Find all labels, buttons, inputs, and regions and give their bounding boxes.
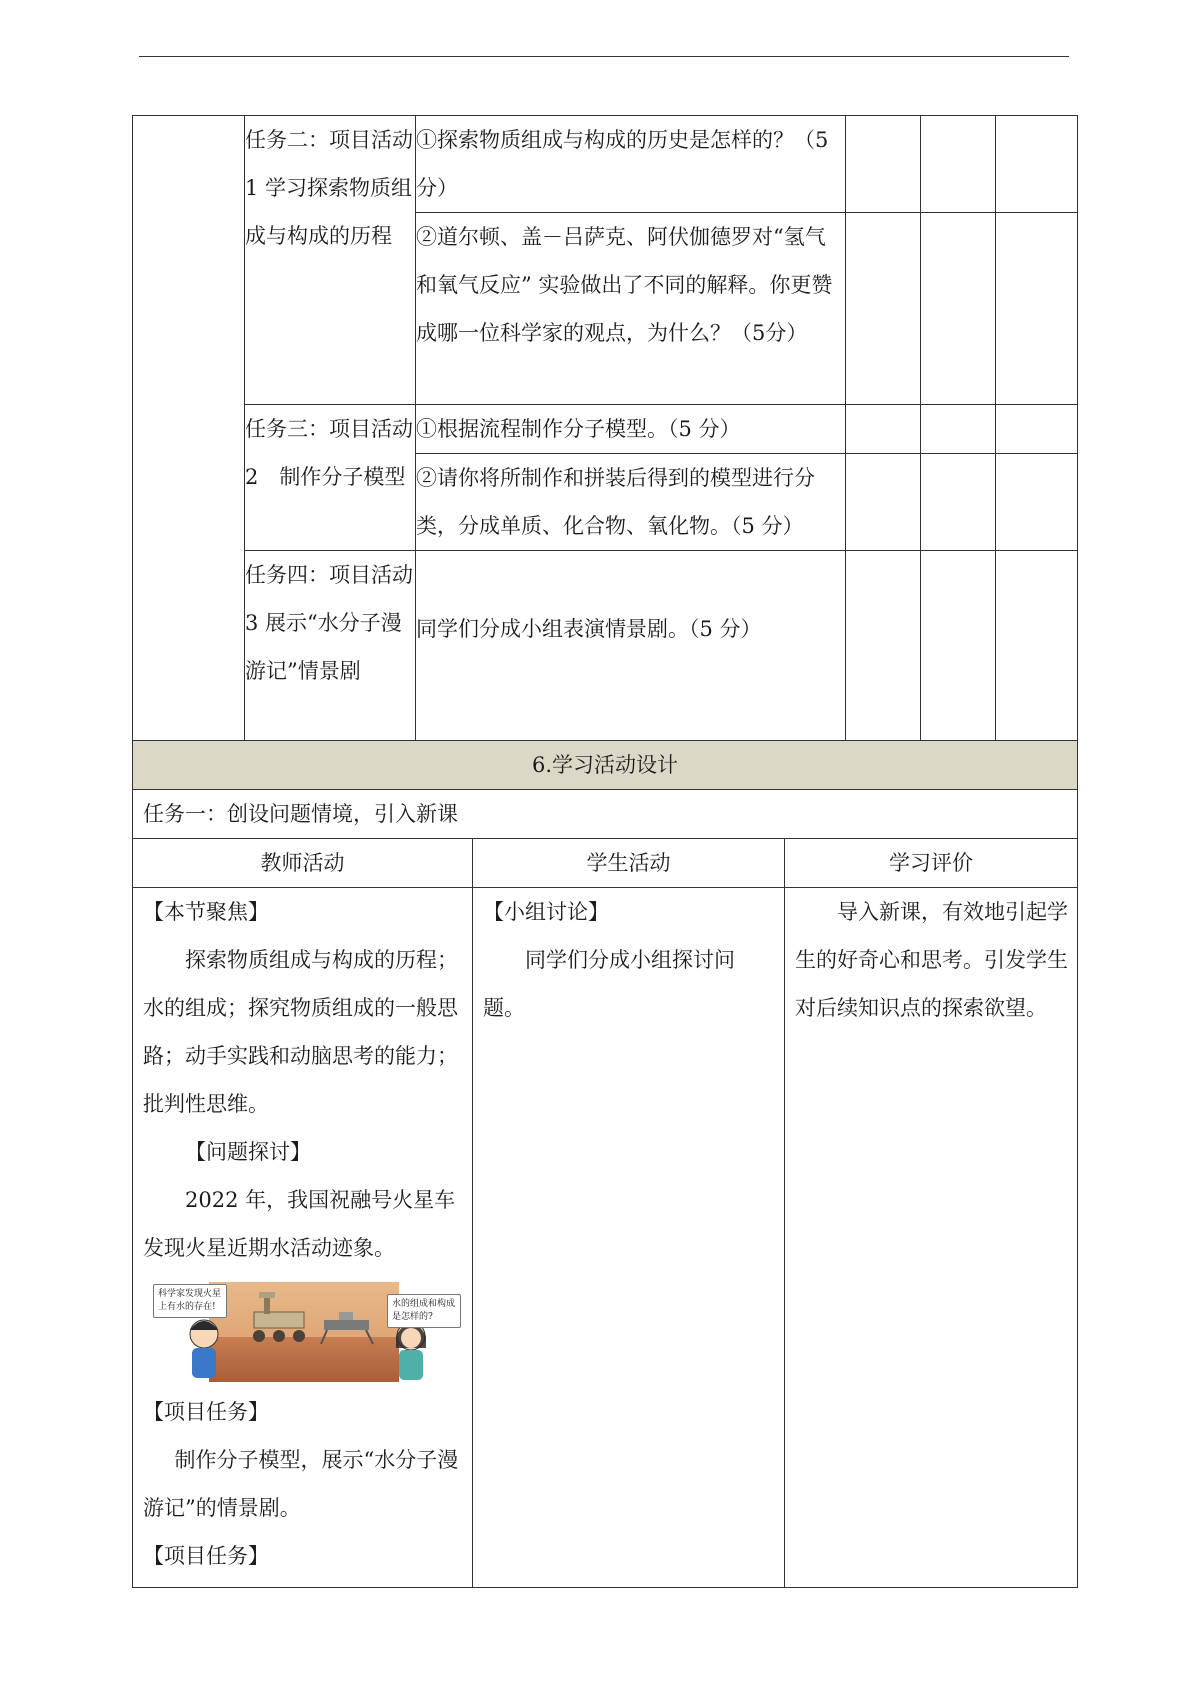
girl-character-icon bbox=[396, 1322, 426, 1380]
task2-item2: ②道尔顿、盖－吕萨克、阿伏伽德罗对“氢气和氧气反应” 实验做出了不同的解释。你更赞成哪一位科学家的观点，为什么？（5分） bbox=[416, 225, 833, 345]
activity-table bbox=[132, 740, 1078, 1588]
col-evaluation bbox=[785, 839, 1078, 888]
score-cell bbox=[996, 551, 1078, 743]
score-cell bbox=[921, 116, 996, 213]
focus-heading: 【本节聚焦】 bbox=[143, 900, 269, 924]
teacher-activity-cell bbox=[133, 888, 473, 1588]
section-title-cell bbox=[133, 741, 1078, 790]
student-heading: 【小组讨论】 bbox=[483, 900, 609, 924]
task4-item1: 同学们分成小组表演情景剧。（5 分） bbox=[416, 617, 762, 641]
task3-item2-cell bbox=[416, 454, 846, 551]
score-cell bbox=[996, 116, 1078, 213]
col-teacher bbox=[133, 839, 473, 888]
score-cell bbox=[921, 405, 996, 454]
header-rule bbox=[139, 56, 1069, 57]
col-student-label: 学生活动 bbox=[586, 851, 671, 875]
task4-label-cell bbox=[245, 551, 416, 743]
task2-label: 任务二：项目活动 1 学习探索物质组成与构成的历程 bbox=[245, 128, 413, 248]
col-teacher-label: 教师活动 bbox=[260, 851, 345, 875]
focus-text: 探索物质组成与构成的历程；水的组成；探究物质组成的一般思路；动手实践和动脑思考的能力；批判性思维。 bbox=[143, 948, 458, 1116]
score-cell bbox=[996, 405, 1078, 454]
score-cell bbox=[996, 213, 1078, 405]
project-heading-2: 【项目任务】 bbox=[143, 1544, 269, 1568]
task2-item1: ①探索物质组成与构成的历史是怎样的？（5分） bbox=[416, 128, 829, 200]
task3-item1-cell bbox=[416, 405, 846, 454]
score-cell bbox=[846, 405, 921, 454]
speech-bubble-right: 水的组成和构成是怎样的? bbox=[387, 1294, 461, 1328]
score-cell bbox=[846, 454, 921, 551]
col-evaluation-label: 学习评价 bbox=[889, 851, 973, 875]
project-text: 制作分子模型，展示“水分子漫游记”的情景剧。 bbox=[143, 1448, 459, 1520]
problem-text: 2022 年，我国祝融号火星车发现火星近期水活动迹象。 bbox=[143, 1188, 456, 1260]
student-text: 同学们分成小组探讨问题。 bbox=[483, 948, 735, 1020]
student-activity-cell bbox=[473, 888, 785, 1588]
problem-heading: 【问题探讨】 bbox=[185, 1140, 311, 1164]
project-heading: 【项目任务】 bbox=[143, 1400, 269, 1424]
rubric-table bbox=[132, 115, 1078, 743]
task1-title-cell bbox=[133, 790, 1078, 839]
task2-label-cell bbox=[245, 116, 416, 405]
score-cell bbox=[921, 213, 996, 405]
evaluation-cell bbox=[785, 888, 1078, 1588]
mars-rover-illustration bbox=[149, 1282, 459, 1382]
col-student bbox=[473, 839, 785, 888]
score-cell bbox=[846, 551, 921, 743]
evaluation-text: 导入新课，有效地引起学生的好奇心和思考。引发学生对后续知识点的探索欲望。 bbox=[795, 900, 1068, 1020]
task3-item2: ②请你将所制作和拼装后得到的模型进行分类，分成单质、化合物、氧化物。（5 分） bbox=[416, 466, 815, 538]
task4-label: 任务四：项目活动 3 展示“水分子漫游记”情景剧 bbox=[245, 563, 413, 683]
speech-bubble-left: 科学家发现火星上有水的存在! bbox=[153, 1284, 227, 1318]
score-cell bbox=[921, 454, 996, 551]
task1-title: 任务一：创设问题情境，引入新课 bbox=[143, 802, 458, 826]
score-cell bbox=[846, 213, 921, 405]
score-cell bbox=[996, 454, 1078, 551]
section-title: 6.学习活动设计 bbox=[531, 753, 679, 777]
score-cell bbox=[846, 116, 921, 213]
score-cell bbox=[921, 551, 996, 743]
task3-label: 任务三：项目活动 2 制作分子模型 bbox=[245, 417, 413, 489]
task2-item1-cell bbox=[416, 116, 846, 213]
task3-label-cell bbox=[245, 405, 416, 551]
task2-item2-cell bbox=[416, 213, 846, 405]
task3-item1: ①根据流程制作分子模型。（5 分） bbox=[416, 417, 741, 441]
rubric-blank-col bbox=[133, 116, 245, 743]
boy-character-icon bbox=[190, 1320, 218, 1378]
task4-item1-cell bbox=[416, 551, 846, 743]
